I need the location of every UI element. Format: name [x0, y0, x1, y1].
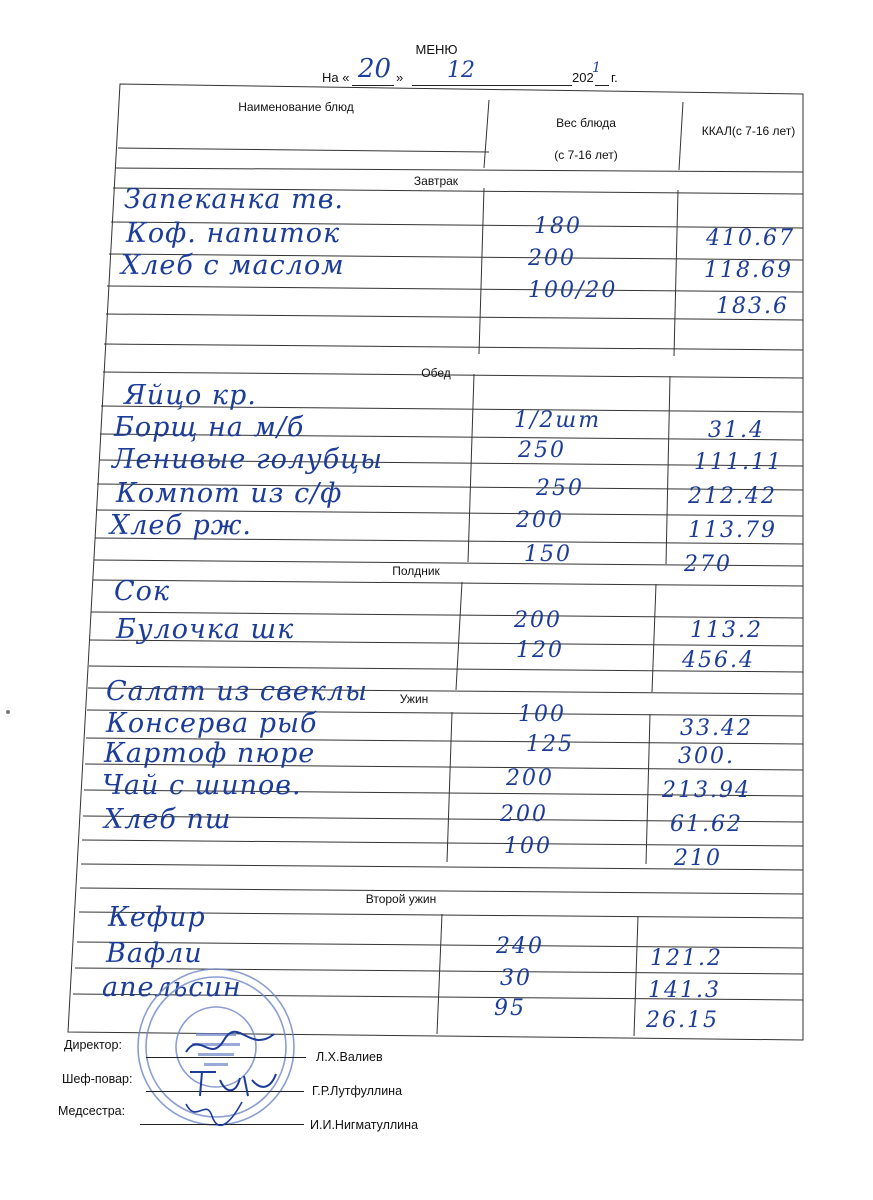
- header-weight: Вес блюда: [556, 116, 616, 130]
- nurse-name: И.И.Нигматуллина: [310, 1118, 419, 1132]
- section-title-breakfast: Завтрак: [413, 174, 459, 188]
- dish-weight: 200: [514, 608, 562, 633]
- date-suffix: г.: [611, 70, 618, 85]
- dish-name: Картоф пюре: [104, 738, 316, 769]
- dish-kcal: 121.2: [650, 946, 723, 971]
- dish-weight: 200: [500, 802, 548, 827]
- dish-name: Запеканка тв.: [124, 184, 344, 215]
- dish-kcal: 212.42: [688, 484, 777, 509]
- dish-kcal: 26.15: [646, 1008, 719, 1033]
- dish-kcal: 300.: [678, 744, 735, 769]
- dish-weight: 240: [496, 934, 544, 959]
- dish-name: Коф. напиток: [126, 218, 341, 249]
- dish-kcal: 456.4: [682, 648, 755, 673]
- dish-kcal: 118.69: [704, 258, 793, 283]
- dish-weight: 100: [518, 702, 566, 727]
- dish-weight: 180: [534, 214, 582, 239]
- snack-title-bottom: [93, 580, 803, 586]
- scan-speck: [6, 710, 10, 714]
- dish-name: Чай с шипов.: [102, 770, 302, 801]
- dish-weight: 95: [494, 996, 526, 1021]
- header-subline: [118, 148, 489, 152]
- page-title: МЕНЮ: [415, 42, 458, 57]
- date-month: 12: [447, 58, 475, 83]
- dish-kcal: 61.62: [670, 812, 743, 837]
- dish-name: Салат из свеклы: [106, 676, 369, 707]
- dish-weight: 30: [500, 966, 532, 991]
- dish-name: Хлеб рж.: [110, 510, 253, 541]
- date-day: 20: [358, 54, 392, 84]
- dish-kcal: 141.3: [648, 978, 721, 1003]
- dish-weight: 250: [518, 438, 566, 463]
- header-name: Наименование блюд: [238, 100, 354, 114]
- dish-weight: 200: [516, 508, 564, 533]
- dish-weight: 250: [536, 476, 584, 501]
- dish-name: Ленивые голубцы: [112, 444, 384, 475]
- header-kcal: ККАЛ(с 7-16 лет): [701, 124, 796, 138]
- chef-name: Г.Р.Лутфуллина: [312, 1084, 403, 1098]
- dish-name: Сок: [114, 576, 171, 607]
- dish-name: апельсин: [102, 972, 242, 1003]
- dish-kcal: 113.2: [690, 618, 763, 643]
- nurse-role: Медсестра:: [58, 1104, 126, 1118]
- dish-weight: 100/20: [528, 278, 618, 303]
- director-role: Директор:: [64, 1038, 122, 1052]
- dish-name: Булочка шк: [116, 614, 295, 645]
- dish-kcal: 113.79: [688, 518, 777, 543]
- section-title-lunch: Обед: [421, 366, 451, 380]
- dish-kcal: 111.11: [694, 450, 783, 475]
- dish-weight: 200: [528, 246, 576, 271]
- dish-name: Хлеб с маслом: [121, 250, 345, 281]
- dish-weight: 125: [526, 732, 574, 757]
- dish-kcal: 213.94: [662, 778, 751, 803]
- section-title-second-dinner: Второй ужин: [365, 892, 437, 906]
- dish-weight: 200: [506, 766, 554, 791]
- chef-role: Шеф-повар:: [62, 1072, 133, 1086]
- date-prefix: На «: [322, 70, 350, 85]
- dish-name: Компот из с/ф: [116, 478, 343, 509]
- dish-kcal: 183.6: [716, 294, 789, 319]
- dish-name: Яйцо кр.: [124, 380, 257, 411]
- dish-name: Вафли: [106, 938, 203, 969]
- date-year-prefix: 202: [572, 70, 594, 85]
- dish-name: Консерва рыб: [106, 708, 318, 739]
- director-name: Л.Х.Валиев: [316, 1050, 383, 1064]
- date-year-hand: 1: [592, 60, 601, 76]
- section-title-snack: Полдник: [392, 564, 440, 578]
- menu-table: [66, 82, 806, 1042]
- dish-kcal: 210: [674, 846, 722, 871]
- dish-weight: 120: [516, 638, 564, 663]
- director-signature: [180, 1024, 280, 1064]
- dish-kcal: 270: [684, 552, 732, 577]
- date-mid: »: [396, 70, 404, 85]
- dish-weight: 150: [524, 542, 572, 567]
- dish-name: Кефир: [108, 902, 206, 933]
- header-weight-age: (с 7-16 лет): [554, 148, 618, 162]
- dish-name: Хлеб пш: [104, 804, 232, 835]
- dish-name: Борщ на м/б: [114, 412, 305, 443]
- section-title-dinner: Ужин: [399, 692, 429, 706]
- dish-kcal: 31.4: [708, 418, 765, 443]
- dish-kcal: 33.42: [680, 716, 753, 741]
- header-col-line-2: [679, 102, 683, 170]
- breakfast-title-top: [115, 168, 803, 172]
- dish-kcal: 410.67: [706, 226, 795, 251]
- dish-weight: 1/2шт: [514, 408, 602, 433]
- dish-weight: 100: [504, 834, 552, 859]
- header-col-line-1: [484, 100, 489, 168]
- nurse-signature: [182, 1094, 262, 1130]
